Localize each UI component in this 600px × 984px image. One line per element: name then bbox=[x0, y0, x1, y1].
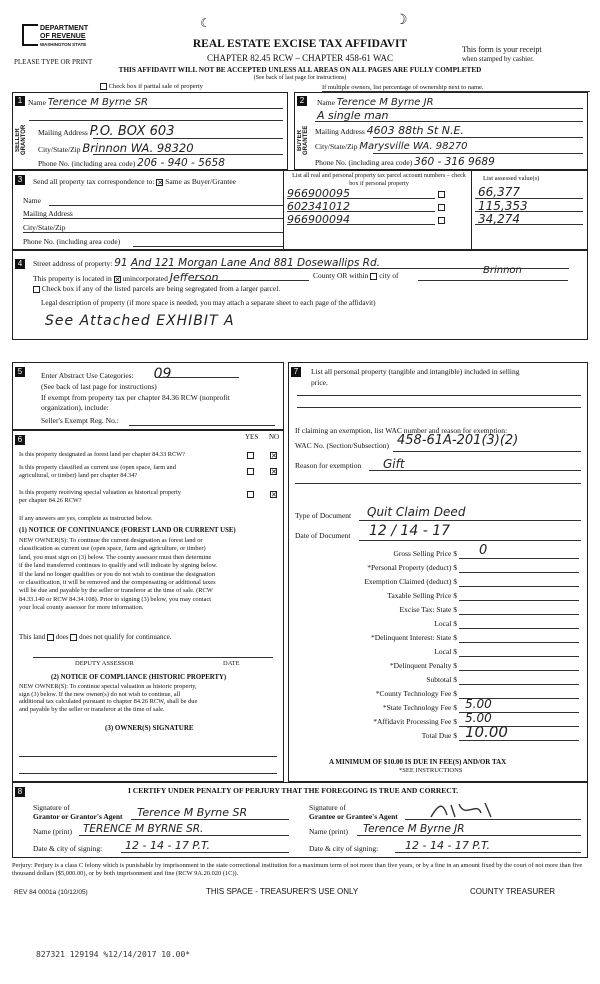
personal-property-checkbox-3[interactable] bbox=[438, 217, 445, 224]
document-type[interactable]: Quit Claim Deed bbox=[367, 505, 466, 519]
grantor-date-city[interactable]: 12 - 14 - 17 P.T. bbox=[125, 839, 210, 852]
section-number-5: 5 bbox=[15, 367, 25, 377]
affidavit-processing-fee[interactable]: 5.00 bbox=[465, 711, 492, 725]
rev-code: REV 84 0001a (10/12/05) bbox=[14, 889, 88, 896]
abstract-use-category[interactable]: 09 bbox=[153, 366, 172, 382]
seller-section: 1 SELLER GRANTOR Name Terence M Byrne SR Mailing Address P.O. BOX 603 City/State/Zip Brinnon WA. 98320 Phone No. (including area code) 206 - 940 - 5658 bbox=[12, 92, 288, 170]
exemption-reason[interactable]: Gift bbox=[383, 457, 405, 471]
buyer-side-label: BUYER GRANTEE bbox=[297, 125, 309, 155]
assessed-value-1[interactable]: 66,377 bbox=[478, 185, 520, 199]
forest-current-use-section: 6 YES NO Is this property designated as forest land per chapter 84.33 RCW? ✕ Is this property classified as current use (open space, farm and agricultural, or timber) land per chapter 84.34? ✕ Is this property receiving special valuation as historical property per chapter 84.26 RCW? ✕ If any answers are yes, complete as instructed below. (1) NOTICE OF CONTINUANCE (FOREST LAND OR CURRENT USE) NEW OWNER(S): To continue the current designation as forest land or classification as current use (open space, farm and agriculture, or timber) land, you must sign on (3) below. The county assessor must then determine if the land transferred continues to qualify and will indicate by signing below. If the land no longer qualifies or you do not wish to continue the designation or classification, it will be removed and the compensating or additional taxes will be due and payable by the seller or transferor at the time of sale. (RCW 84.33.140 or RCW 84.34.108). Prior to signing (3) below, you may contact your local county assessor for more information. This land does does not qualify for continuance. DEPUTY ASSESSOR DATE (2) NOTICE OF COMPLIANCE (HISTORIC PROPERTY) NEW OWNER(S): To continue special valuation as historic property, sign (3) below. If the new owner(s) do not wish to continue, all additional tax calculated pursuant to chapter 84.26 RCW, shall be due and payable by the seller or transferor at the time of sale. (3) OWNER(S) SIGNATURE bbox=[12, 430, 284, 782]
see-back-line: (See back of last page for instructions) bbox=[253, 75, 347, 81]
partial-sale-checkbox[interactable] bbox=[100, 83, 107, 90]
abstract-use-section: 5 Enter Abstract Use Categories: 09 (See back of last page for instructions) If exempt from property tax per chapter 84.36 RCW (nonprofit organization), include: Seller's Exempt Reg. No.: bbox=[12, 362, 284, 430]
same-as-buyer-checkbox[interactable]: ✕ bbox=[157, 178, 164, 187]
treasurer-space: THIS SPACE - TREASURER'S USE ONLY bbox=[206, 887, 359, 896]
grantor-name-print[interactable]: TERENCE M BYRNE SR. bbox=[83, 823, 204, 835]
property-city[interactable]: Brinnon bbox=[483, 265, 522, 276]
perjury-notice: Perjury: Perjury is a class C felony which is punishable by imprisonment in the state correctional institution for a maximum term of not more than five years, or by a fine in an amount fixed by the court of not more than five thousand dollars ($5,000.00), or by both imprisonment and fine (RCW 9A.20.020 (1C)). bbox=[12, 862, 583, 877]
section-number-1: 1 bbox=[15, 96, 25, 106]
section-number-4: 4 bbox=[15, 259, 25, 269]
property-street[interactable]: 91 And 121 Morgan Lane And 881 Dosewallips Rd. bbox=[114, 257, 380, 269]
buyer-phone[interactable]: 360 - 316 9689 bbox=[414, 156, 495, 168]
property-location-section: 4 Street address of property: 91 And 121 Morgan Lane And 881 Dosewallips Rd. This property is located in ✕ unincorporated Jefferson County OR within city of Brinnon Check box if any of the listed parcels are being segregated from a larger parcel. Legal description of property (if more space is needed, you may attach a separate sheet to each page of the affidavit) See Attached EXHIBIT A bbox=[12, 250, 588, 340]
crescent-mark-right: ☽ bbox=[395, 13, 408, 28]
land-does-not-checkbox[interactable] bbox=[70, 634, 77, 641]
legal-description[interactable]: See Attached EXHIBIT A bbox=[45, 313, 235, 329]
forest-no-checkbox[interactable]: ✕ bbox=[271, 451, 277, 460]
seller-mailing[interactable]: P.O. BOX 603 bbox=[89, 124, 175, 139]
buyer-city[interactable]: Marysville WA. 98270 bbox=[359, 141, 468, 152]
grantee-date-city[interactable]: 12 - 14 - 17 P.T. bbox=[405, 839, 490, 852]
personal-property-checkbox-1[interactable] bbox=[438, 191, 445, 198]
receipt-note: This form is your receipt bbox=[462, 45, 542, 54]
gross-selling-price[interactable]: 0 bbox=[479, 543, 488, 558]
total-due[interactable]: 10.00 bbox=[465, 723, 508, 741]
seller-city[interactable]: Brinnon WA. 98320 bbox=[82, 141, 194, 155]
notice-compliance-text: NEW OWNER(S): To continue special valuation as historic property, sign (3) below. If the new owner(s) do not wish to continue, all additional tax calculated pursuant to chapter 84.26 RCW, shall be due and payable by the seller or transferor at the time of sale. bbox=[19, 683, 198, 713]
dept-logo: DEPARTMENT OF REVENUE WASHINGTON STATE bbox=[22, 24, 96, 52]
buyer-section: 2 BUYER GRANTEE Name Terence M Byrne JR A single man Mailing Address 4603 88th St N.E. City/State/Zip Marysville WA. 98270 Phone No. (including area code) 360 - 316 9689 bbox=[294, 92, 588, 170]
segregated-checkbox[interactable] bbox=[33, 286, 40, 293]
wac-number[interactable]: 458-61A-201(3)(2) bbox=[397, 433, 519, 448]
parcel-3[interactable]: 966900094 bbox=[287, 213, 350, 226]
grantee-name-print[interactable]: Terence M Byrne JR bbox=[363, 823, 465, 835]
buyer-mailing[interactable]: 4603 88th St N.E. bbox=[366, 124, 464, 137]
county-treasurer: COUNTY TREASURER bbox=[470, 887, 556, 896]
buyer-name-2[interactable]: A single man bbox=[317, 109, 389, 122]
recording-stamp: 827321 129194 %12/14/2017 10.00* bbox=[36, 950, 191, 959]
type-or-print: PLEASE TYPE OR PRINT bbox=[14, 58, 93, 66]
grantor-signature[interactable]: Terence M Byrne SR bbox=[137, 806, 248, 819]
current-use-no-checkbox[interactable]: ✕ bbox=[271, 467, 277, 476]
section-number-7: 7 bbox=[291, 367, 301, 377]
notice-continuance-text: NEW OWNER(S): To continue the current designation as forest land or classification as current use (open space, farm and agriculture, or timber) land, you must sign on (3) below. The county assessor must then determine if the land transferred continues to qualify and will indicate by signing below. If the land no longer qualifies or you do not wish to continue the designation or classification, it will be removed and the compensating or additional taxes will be due and payable by the seller or transferor at the time of sale. (RCW 84.33.140 or RCW 84.34.108). Prior to signing (3) below, you may contact your local county assessor for more information. bbox=[19, 537, 218, 612]
historic-no-checkbox[interactable]: ✕ bbox=[271, 490, 277, 499]
parcel-1[interactable]: 966900095 bbox=[287, 187, 350, 200]
assessed-value-2[interactable]: 115,353 bbox=[478, 199, 528, 213]
parcels-header: List all real and personal property tax parcel account numbers – check box if personal property bbox=[292, 172, 466, 187]
seller-name[interactable]: Terence M Byrne SR bbox=[47, 97, 148, 108]
crescent-mark-left: ☾ bbox=[200, 16, 211, 30]
section-number-2: 2 bbox=[297, 96, 307, 106]
historic-yes-checkbox[interactable] bbox=[247, 491, 254, 498]
seller-phone[interactable]: 206 - 940 - 5658 bbox=[137, 157, 225, 169]
property-county[interactable]: Jefferson bbox=[169, 271, 219, 284]
partial-sale: Check box if partial sale of property bbox=[100, 83, 203, 90]
multiple-owners: If multiple owners, list percentage of ownership next to name. bbox=[322, 84, 590, 92]
assessed-header: List assessed value(s) bbox=[483, 175, 540, 182]
tax-correspondence-section: 3 Send all property tax correspondence to: ✕ Same as Buyer/Grantee Name Mailing Address City/State/Zip Phone No. (including area code) List all real and personal property tax parcel account numbers – check box if personal property List assessed value(s) 966900095 602341012 966900094 66,377 115,353 34,274 bbox=[12, 170, 588, 250]
parcel-2[interactable]: 602341012 bbox=[287, 200, 350, 213]
form-title: REAL ESTATE EXCISE TAX AFFIDAVIT bbox=[192, 38, 408, 50]
unincorporated-checkbox[interactable]: ✕ bbox=[114, 275, 121, 284]
section-number-3: 3 bbox=[15, 175, 25, 185]
section-number-8: 8 bbox=[15, 787, 25, 797]
certification-section: 8 I CERTIFY UNDER PENALTY OF PERJURY THAT THE FOREGOING IS TRUE AND CORRECT. Signature of Grantor or Grantor's Agent Terence M Byrne SR Signature of Grantee or Grantee's Agent Name (print) TERENCE M BYRNE SR. Name (print) Terence M Byrne JR Date & city of signing: 12 - 14 - 17 P.T. Date & city of signing: 12 - 14 - 17 P.T. bbox=[12, 782, 588, 858]
land-does-checkbox[interactable] bbox=[47, 634, 54, 641]
grantee-signature[interactable] bbox=[425, 799, 505, 821]
section-number-6: 6 bbox=[15, 435, 25, 445]
personal-property-checkbox-2[interactable] bbox=[438, 204, 445, 211]
state-technology-fee[interactable]: 5.00 bbox=[465, 697, 492, 711]
warning-line: THIS AFFIDAVIT WILL NOT BE ACCEPTED UNLESS ALL AREAS ON ALL PAGES ARE FULLY COMPLETED bbox=[118, 66, 482, 74]
seller-side-label: SELLER GRANTOR bbox=[15, 124, 27, 156]
assessed-value-3[interactable]: 34,274 bbox=[478, 212, 520, 226]
legal-description-label: Legal description of property (if more space is needed, you may attach a separate sheet to each page of the affidavit) bbox=[41, 299, 376, 307]
buyer-name[interactable]: Terence M Byrne JR bbox=[336, 97, 434, 108]
forest-yes-checkbox[interactable] bbox=[247, 452, 254, 459]
exemption-tax-section: 7 List all personal property (tangible and intangible) included in selling price. If claiming an exemption, list WAC number and reason for exemption: WAC No. (Section/Subsection) 458-61A-201(3)(2) Reason for exemption Gift Type of Document Quit Claim Deed Date of Document 12 / 14 - 17 Gross Selling Price $ 0 *Personal Property (deduct) $ Exemption Claimed (deduct) $ Taxable Selling Price $ Excise Tax: State $ Local $ *Delinquent Interest: State $ Local $ *Delinquent Penalty $ Subtotal $ *County Technology Fee $ *State Technology Fee $ 5.00 *Affidavit Processing Fee $ 5.00 Total Due $ 10.00 A MINIMUM OF $10.00 IS DUE IN FEE(S) AND/OR TAX *SEE INSTRUCTIONS bbox=[288, 362, 588, 782]
chapter-line: CHAPTER 82.45 RCW – CHAPTER 458-61 WAC bbox=[207, 53, 393, 63]
receipt-note-2: when stamped by cashier. bbox=[462, 55, 534, 63]
current-use-yes-checkbox[interactable] bbox=[247, 468, 254, 475]
city-of-checkbox[interactable] bbox=[370, 273, 377, 280]
document-date[interactable]: 12 / 14 - 17 bbox=[369, 523, 451, 539]
